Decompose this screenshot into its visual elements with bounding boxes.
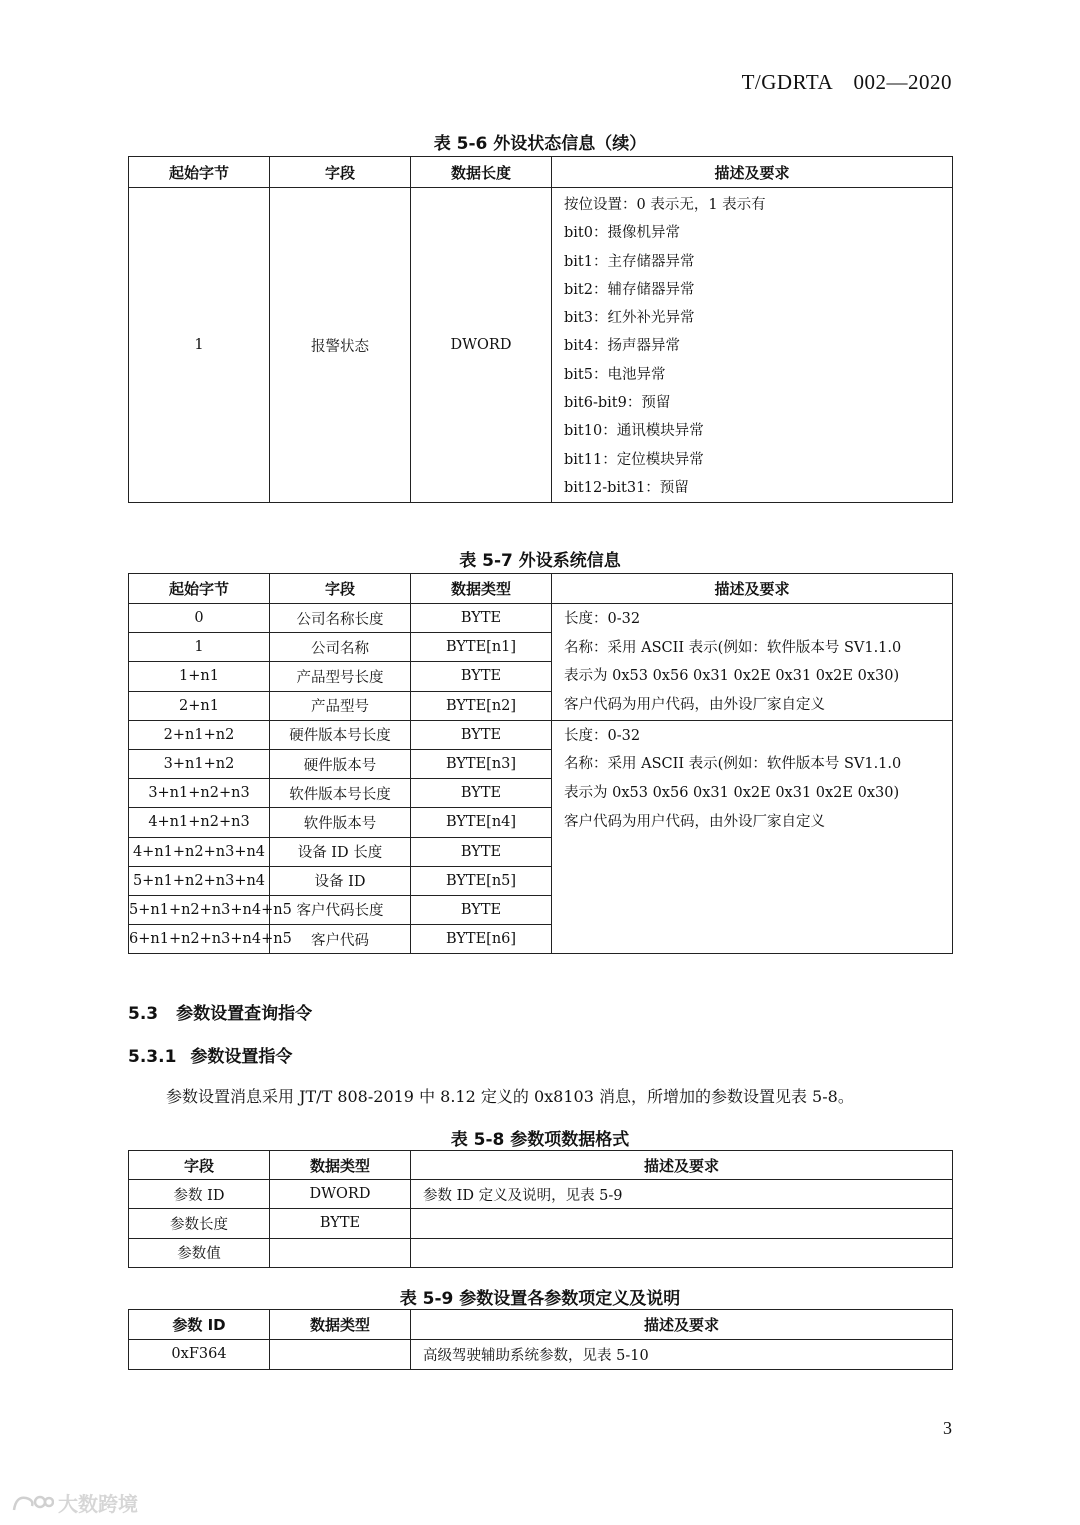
table-row: [129, 720, 953, 749]
table-5-6: [128, 156, 953, 503]
cell-start: 0: [129, 604, 270, 633]
table-5-7-header-desc: 描述及要求: [552, 574, 953, 604]
cell-start: 5+n1+n2+n3+n4+n5: [129, 895, 270, 924]
cell-type: BYTE: [411, 662, 552, 691]
desc-line: bit11：定位模块异常: [564, 451, 704, 468]
cell-field: 硬件版本号: [270, 749, 411, 778]
cell-id: 0xF364: [129, 1340, 270, 1370]
desc-line: 长度：0-32: [564, 611, 641, 627]
table-5-6-cell-desc: [552, 188, 953, 503]
desc-line: bit1：主存储器异常: [564, 253, 695, 270]
table-5-7: [128, 573, 953, 954]
section-number: 5.3.1: [128, 1047, 177, 1067]
table-5-6-cell-start: 1: [129, 188, 270, 503]
desc-line: bit4：扬声器异常: [564, 338, 680, 355]
desc-line: bit12-bit31：预留: [564, 479, 689, 496]
table-5-6-cell-length: DWORD: [411, 188, 552, 503]
cell-type: BYTE: [411, 720, 552, 749]
page-number: 3: [943, 1418, 952, 1438]
cell-start: 2+n1: [129, 691, 270, 720]
table-row: [129, 1238, 953, 1267]
cell-start: 4+n1+n2+n3+n4: [129, 837, 270, 866]
table-5-7-caption: 表 5-7 外设系统信息: [459, 551, 621, 571]
table-5-6-caption: 表 5-6 外设状态信息（续）: [433, 134, 647, 154]
cell-start: 4+n1+n2+n3: [129, 808, 270, 837]
table-5-8: [128, 1150, 953, 1268]
desc-line: 长度：0-32: [564, 727, 641, 744]
watermark: [10, 1488, 138, 1517]
cell-field: 设备 ID 长度: [270, 837, 411, 866]
cell-start: 6+n1+n2+n3+n4+n5: [129, 925, 270, 954]
cell-type: BYTE: [411, 837, 552, 866]
desc-line: 按位设置：0 表示无，1 表示有: [564, 197, 766, 213]
cell-start: 2+n1+n2: [129, 720, 270, 749]
table-5-9-header-desc: 描述及要求: [411, 1310, 953, 1340]
desc-line: bit2：辅存储器异常: [564, 281, 695, 298]
table-5-6-header-desc: 描述及要求: [552, 157, 953, 188]
section-5-3-1-heading: [128, 1042, 292, 1067]
cell-type: [270, 1340, 411, 1370]
table-5-8-caption: 表 5-8 参数项数据格式: [450, 1130, 630, 1150]
cell-field: 客户代码: [270, 925, 411, 954]
desc-line: bit6-bit9：预留: [564, 395, 671, 412]
cell-type: BYTE: [411, 604, 552, 633]
desc-line: 名称：采用 ASCII 表示(例如：软件版本号 SV1.1.0: [564, 756, 902, 773]
cell-type: BYTE: [411, 779, 552, 808]
table-5-7-header-type: 数据类型: [411, 574, 552, 604]
cell-type: BYTE[n6]: [411, 925, 552, 954]
desc-line: bit10：通讯模块异常: [564, 423, 704, 440]
document-code: T/GDRTA 002—2020: [741, 70, 952, 94]
cell-type: DWORD: [270, 1180, 411, 1209]
cell-field: 硬件版本号长度: [270, 720, 411, 749]
cell-start: 1+n1: [129, 662, 270, 691]
cell-field: 公司名称: [270, 633, 411, 662]
desc-line: 客户代码为用户代码，由外设厂家自定义: [564, 813, 825, 830]
cell-start: 1: [129, 633, 270, 662]
table-5-9-caption: 表 5-9 参数设置各参数项定义及说明: [399, 1289, 681, 1309]
cell-desc: [411, 1209, 953, 1238]
cell-field: 客户代码长度: [270, 895, 411, 924]
desc-line: 名称：采用 ASCII 表示(例如：软件版本号 SV1.1.0: [564, 639, 902, 656]
table-5-8-header-field: 字段: [129, 1151, 270, 1180]
table-5-8-header-type: 数据类型: [270, 1151, 411, 1180]
cell-type: BYTE: [411, 895, 552, 924]
table-row: [129, 604, 953, 633]
section-title: 参数设置查询指令: [176, 1004, 313, 1024]
table-5-7-header-field: 字段: [270, 574, 411, 604]
paragraph: 参数设置消息采用 JT/T 808-2019 中 8.12 定义的 0x8103 消息，所增加的参数设置见表 5-8。: [166, 1087, 854, 1106]
section-number: 5.3: [128, 1004, 159, 1024]
cell-desc: 参数 ID 定义及说明，见表 5-9: [411, 1180, 953, 1209]
table-5-6-header-length: 数据长度: [411, 157, 552, 188]
table-5-7-desc-b: [552, 720, 953, 954]
cell-desc: 高级驾驶辅助系统参数，见表 5-10: [411, 1340, 953, 1370]
desc-line: bit0：摄像机异常: [564, 225, 680, 242]
table-5-6-header-start: 起始字节: [129, 157, 270, 188]
desc-line: bit3：红外补光异常: [564, 310, 695, 327]
table-row: [129, 1340, 953, 1370]
watermark-logo-icon: [10, 1490, 54, 1516]
table-5-6-header-field: 字段: [270, 157, 411, 188]
cell-field: 产品型号: [270, 691, 411, 720]
cell-type: BYTE: [270, 1209, 411, 1238]
cell-start: 5+n1+n2+n3+n4: [129, 866, 270, 895]
table-5-9: [128, 1309, 953, 1370]
cell-type: BYTE[n1]: [411, 633, 552, 662]
cell-field: 软件版本号长度: [270, 779, 411, 808]
cell-start: 3+n1+n2+n3: [129, 779, 270, 808]
cell-desc: [411, 1238, 953, 1267]
desc-line: 表示为 0x53 0x56 0x31 0x2E 0x31 0x2E 0x30): [564, 668, 900, 685]
cell-field: 参数 ID: [129, 1180, 270, 1209]
desc-line: 表示为 0x53 0x56 0x31 0x2E 0x31 0x2E 0x30): [564, 784, 900, 801]
table-5-9-header-type: 数据类型: [270, 1310, 411, 1340]
table-row: [129, 1180, 953, 1209]
table-row: [129, 1209, 953, 1238]
cell-field: 软件版本号: [270, 808, 411, 837]
section-title: 参数设置指令: [190, 1047, 293, 1067]
cell-field: 公司名称长度: [270, 604, 411, 633]
cell-type: [270, 1238, 411, 1267]
cell-field: 设备 ID: [270, 866, 411, 895]
cell-type: BYTE[n2]: [411, 691, 552, 720]
section-5-3-heading: [128, 999, 312, 1024]
table-5-7-desc-a: [552, 604, 953, 721]
cell-start: 3+n1+n2: [129, 749, 270, 778]
table-5-7-header-start: 起始字节: [129, 574, 270, 604]
desc-line: 客户代码为用户代码，由外设厂家自定义: [564, 696, 825, 713]
desc-line: bit5：电池异常: [564, 366, 666, 383]
table-5-8-header-desc: 描述及要求: [411, 1151, 953, 1180]
table-5-6-cell-field: 报警状态: [270, 188, 411, 503]
cell-type: BYTE[n4]: [411, 808, 552, 837]
cell-type: BYTE[n5]: [411, 866, 552, 895]
watermark-text: 大数跨境: [58, 1492, 138, 1516]
cell-field: 参数值: [129, 1238, 270, 1267]
cell-field: 参数长度: [129, 1209, 270, 1238]
cell-field: 产品型号长度: [270, 662, 411, 691]
table-5-9-header-id: 参数 ID: [129, 1310, 270, 1340]
cell-type: BYTE[n3]: [411, 749, 552, 778]
